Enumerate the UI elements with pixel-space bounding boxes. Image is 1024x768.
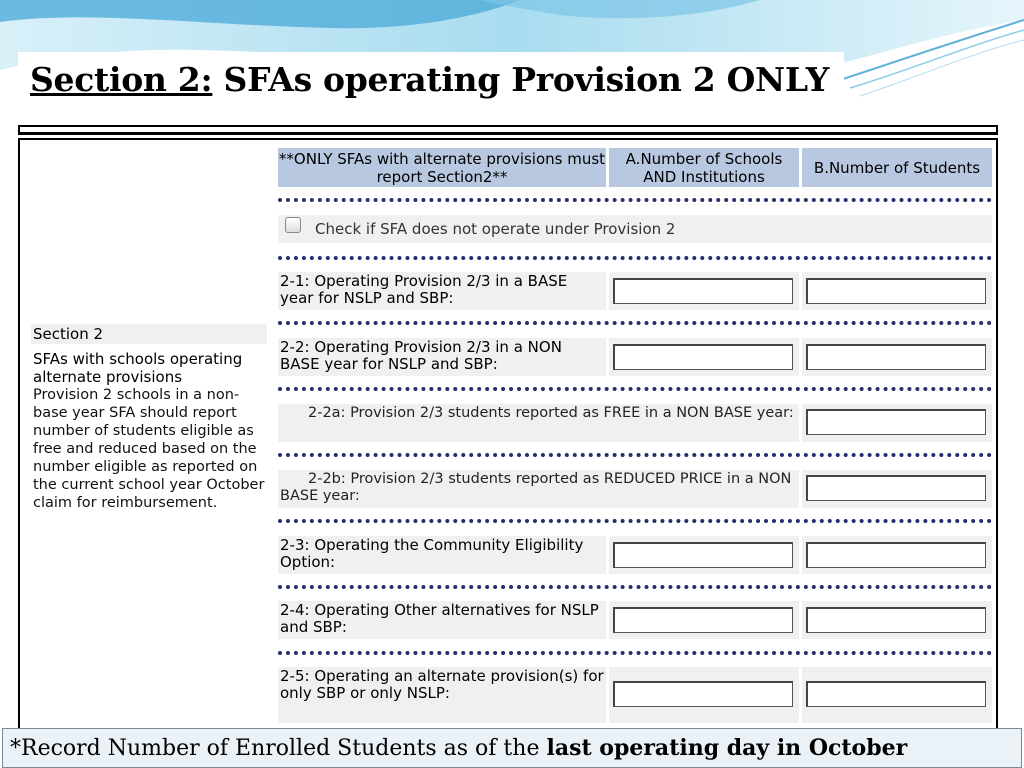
row-2-3-schools-input[interactable] (613, 542, 793, 568)
provision2-opt-out-label: Check if SFA does not operate under Provision 2 (315, 220, 676, 238)
footer-note-prefix: *Record Number of Enrolled Students as of the (10, 736, 547, 761)
row-2-3-label: 2-3: Operating the Community Eligibility Option: (278, 536, 606, 572)
divider (278, 387, 992, 391)
provision2-opt-out-row (278, 215, 992, 243)
row-2-5-label: 2-5: Operating an alternate provision(s) for only SBP or only NSLP: (278, 667, 606, 703)
frame-top-bar (18, 125, 998, 135)
row-2-2b-label: 2-2b: Provision 2/3 students reported as REDUCED PRICE in a NON BASE year: (278, 470, 799, 506)
row-2-4-students-input[interactable] (806, 607, 986, 633)
row-2-5-schools-input[interactable] (613, 681, 793, 707)
row-2-5 (278, 667, 606, 723)
footer-note (10, 735, 907, 761)
row-2-1-schools-input[interactable] (613, 278, 793, 304)
row-2-1 (278, 272, 606, 310)
row-2-1-students-input[interactable] (806, 278, 986, 304)
row-2-2-schools-input[interactable] (613, 344, 793, 370)
row-2-2a (278, 404, 799, 442)
footer-note-emphasis: last operating day in October (546, 735, 908, 761)
title-text: SFAs operating Provision 2 ONLY (212, 60, 829, 99)
title-section-label: Section 2: (30, 60, 213, 99)
page-title (30, 60, 829, 99)
divider (278, 321, 992, 325)
row-2-4-schools-input[interactable] (613, 607, 793, 633)
row-2-3-students-input[interactable] (806, 542, 986, 568)
row-2-2b (278, 470, 799, 508)
divider (278, 453, 992, 457)
left-panel-description: Provision 2 schools in a non-base year SFA should report number of students eligible as free and reduced based on the number eligible as reported on the current school year October claim for reimbursement. (33, 387, 265, 511)
row-2-2-label: 2-2: Operating Provision 2/3 in a NON BASE year for NSLP and SBP: (278, 338, 606, 374)
divider (278, 585, 992, 589)
divider (278, 519, 992, 523)
header-col-1: **ONLY SFAs with alternate provisions must report Section2** (278, 149, 606, 186)
left-panel-subheading: SFAs with schools operating alternate provisions (33, 350, 243, 386)
divider (278, 256, 992, 260)
left-panel (31, 324, 267, 512)
row-2-1-label: 2-1: Operating Provision 2/3 in a BASE year for NSLP and SBP: (278, 272, 606, 308)
row-2-4 (278, 601, 606, 639)
row-2-3 (278, 536, 606, 574)
divider (278, 198, 992, 202)
row-2-4-label: 2-4: Operating Other alternatives for NSLP and SBP: (278, 601, 606, 637)
header-col-3: B.Number of Students (802, 148, 992, 187)
row-2-2a-label: 2-2a: Provision 2/3 students reported as FREE in a NON BASE year: (278, 404, 799, 423)
divider (278, 651, 992, 655)
provision2-opt-out-checkbox[interactable] (285, 217, 301, 233)
row-2-2a-students-input[interactable] (806, 409, 986, 435)
row-2-2 (278, 338, 606, 376)
row-2-2b-students-input[interactable] (806, 475, 986, 501)
header-col-2: A.Number of Schools AND Institutions (609, 148, 799, 187)
row-2-2-students-input[interactable] (806, 344, 986, 370)
row-2-5-students-input[interactable] (806, 681, 986, 707)
left-panel-heading: Section 2 (31, 324, 267, 344)
